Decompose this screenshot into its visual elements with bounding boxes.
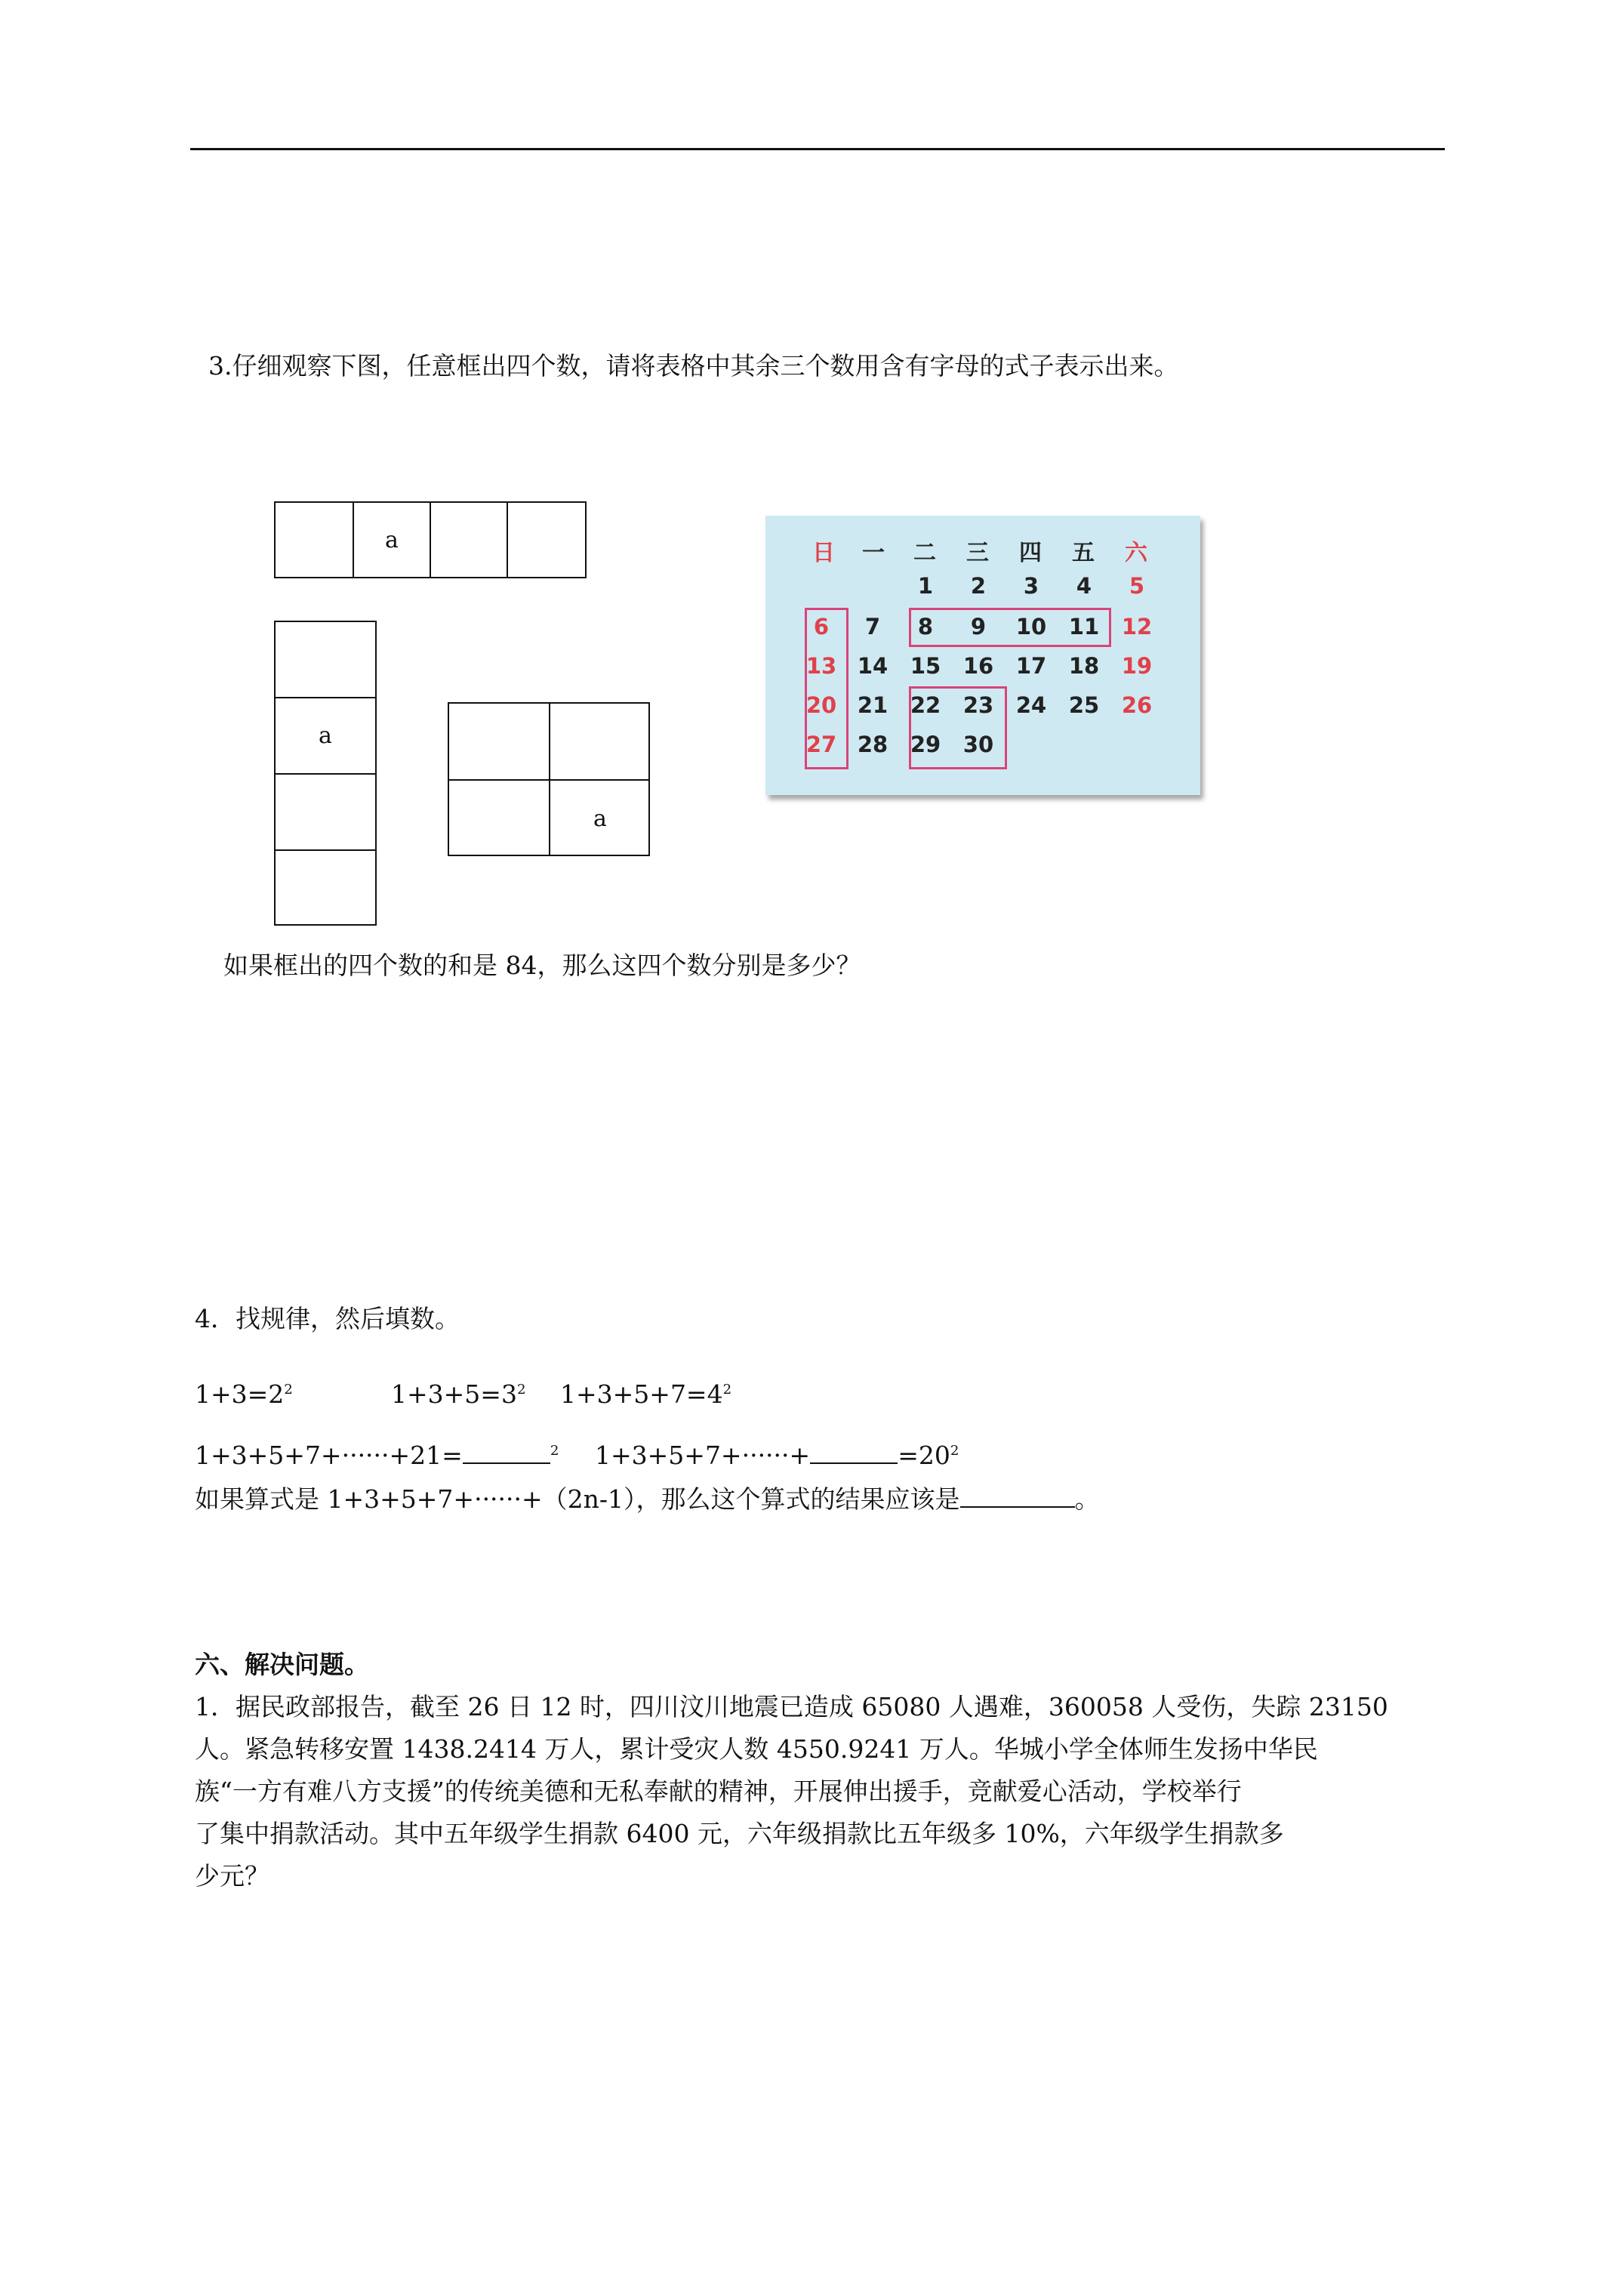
cal-header-sat: 六 <box>1125 540 1147 566</box>
square-grid <box>448 702 650 856</box>
cal-day: 20 <box>805 692 837 718</box>
cal-day: 2 <box>970 573 987 599</box>
cal-day: 10 <box>1015 614 1047 639</box>
cal-day: 28 <box>857 732 888 757</box>
cal-day: 7 <box>864 614 881 639</box>
problem1-line1: 1．据民政部报告，截至 26 日 12 时，四川汶川地震已造成 65080 人遇难，360058 人受伤，失踪 23150 <box>195 1692 1388 1721</box>
cal-frame-square <box>909 686 1007 769</box>
q4-eq3: $1+3+5+7=4^2$ <box>560 1379 732 1409</box>
cal-day: 25 <box>1068 692 1100 718</box>
square-letter: a <box>593 805 607 832</box>
cal-header-thu: 四 <box>1019 540 1042 566</box>
cal-day: 24 <box>1015 692 1047 718</box>
cal-day: 1 <box>917 573 934 599</box>
cal-day: 5 <box>1129 573 1145 599</box>
cal-day: 18 <box>1068 653 1100 679</box>
q4-eq2: $1+3+5=3^2$ <box>391 1379 526 1409</box>
column-grid <box>274 621 377 926</box>
cal-header-mon: 一 <box>862 540 885 566</box>
problem1-line5: 少元？ <box>195 1861 269 1891</box>
section6-title: 六、解决问题。 <box>195 1650 369 1679</box>
cal-day: 23 <box>962 692 994 718</box>
q4-eq1: $1+3=2^2$ <box>195 1379 293 1409</box>
problem1-line4: 了集中捐款活动。其中五年级学生捐款 6400 元，六年级捐款比五年级多 10%，六年级学生捐款多 <box>195 1819 1284 1848</box>
q4-title: 4．找规律，然后填数。 <box>195 1304 460 1333</box>
cal-day: 19 <box>1121 653 1153 679</box>
cal-header-fri: 五 <box>1072 540 1095 566</box>
header-rule <box>190 148 1445 150</box>
q4-line3: 如果算式是 1+3+5+7+······+（2n-1），那么这个算式的结果应该是 。 <box>195 1481 1100 1515</box>
cal-frame-row <box>909 608 1111 647</box>
cal-header-sun: 日 <box>812 540 835 566</box>
blank-answer-3[interactable] <box>960 1481 1075 1508</box>
row-grid <box>274 501 587 578</box>
cal-day: 27 <box>805 732 837 757</box>
cal-day: 21 <box>857 692 888 718</box>
cal-day: 26 <box>1121 692 1153 718</box>
cal-day: 3 <box>1023 573 1039 599</box>
cal-frame-column <box>805 608 848 769</box>
cal-header-wed: 三 <box>966 540 989 566</box>
column-letter: a <box>319 723 332 749</box>
q3-question: 如果框出的四个数的和是 84，那么这四个数分别是多少？ <box>223 951 861 980</box>
blank-answer-1[interactable] <box>463 1438 550 1464</box>
q4-eq4: 1+3+5+7+······+21= $^2$ <box>195 1438 559 1471</box>
cal-day: 6 <box>813 614 830 639</box>
cal-day: 14 <box>857 653 888 679</box>
cal-day: 30 <box>962 732 994 757</box>
cal-day: 29 <box>910 732 941 757</box>
cal-day: 12 <box>1121 614 1153 639</box>
cal-day: 17 <box>1015 653 1047 679</box>
cal-day: 11 <box>1068 614 1100 639</box>
cal-header-tue: 二 <box>913 540 936 566</box>
cal-day: 16 <box>962 653 994 679</box>
blank-answer-2[interactable] <box>810 1438 898 1464</box>
cal-day: 9 <box>970 614 987 639</box>
q3-prompt: 3.仔细观察下图，任意框出四个数，请将表格中其余三个数用含有字母的式子表示出来。 <box>208 351 1179 381</box>
row-letter: a <box>385 526 399 553</box>
cal-day: 8 <box>917 614 934 639</box>
cal-day: 13 <box>805 653 837 679</box>
q4-eq5: $1+3+5+7+\cdot\cdot\cdot\cdot\cdot\cdot+ =20^2$ <box>595 1438 959 1471</box>
calendar-image <box>765 516 1200 795</box>
cal-day: 15 <box>910 653 941 679</box>
problem1-line3: 族“一方有难八方支援”的传统美德和无私奉献的精神，开展伸出援手，竞献爱心活动，学校举行 <box>195 1777 1242 1806</box>
cal-day: 22 <box>910 692 941 718</box>
problem1-line2: 人。紧急转移安置 1438.2414 万人，累计受灾人数 4550.9241 万人。华城小学全体师生发扬中华民 <box>195 1734 1318 1764</box>
cal-day: 4 <box>1076 573 1092 599</box>
